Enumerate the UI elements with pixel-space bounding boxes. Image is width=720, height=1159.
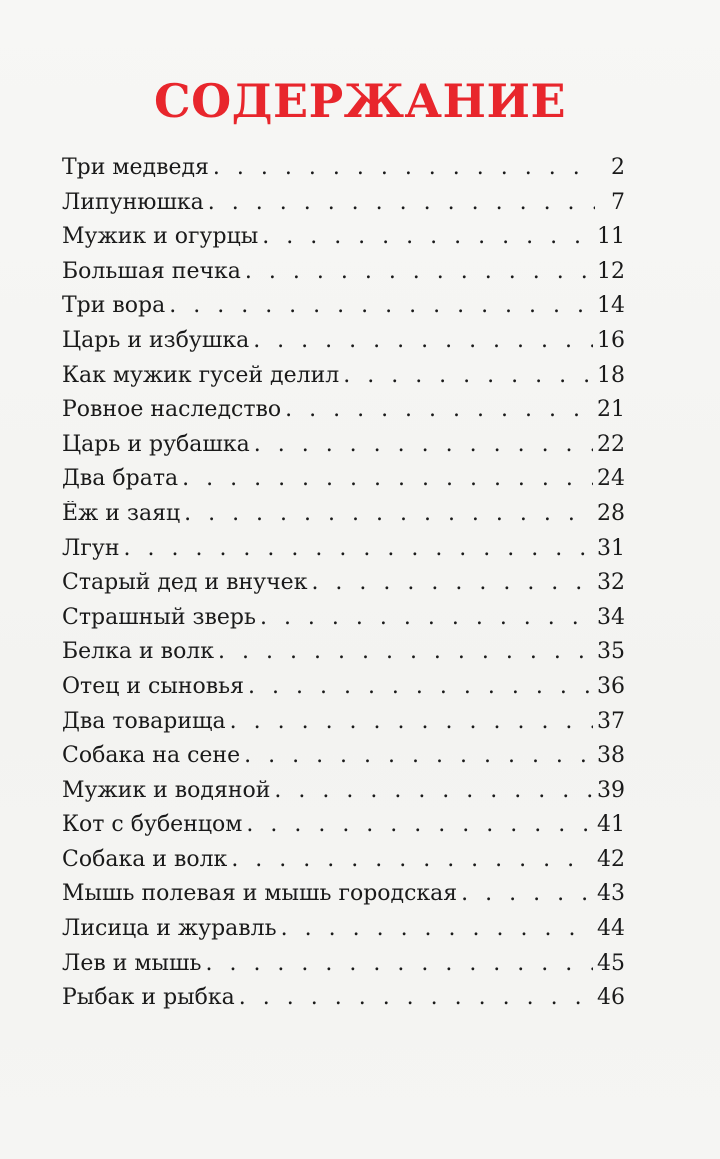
toc-entry-page-number: 11: [597, 224, 625, 250]
toc-entry-title: Царь и избушка: [62, 327, 250, 353]
toc-dot-leader: [253, 328, 593, 353]
toc-dot-leader: [213, 155, 595, 180]
toc-entry-page-number: 38: [597, 743, 625, 769]
toc-entry-title: Два брата: [62, 466, 179, 492]
toc-dot-leader: [461, 881, 593, 906]
toc-entry-page-number: 42: [597, 846, 625, 872]
toc-entry-title: Кот с бубенцом: [62, 812, 243, 838]
toc-entry: [62, 605, 625, 640]
toc-entry: [62, 328, 625, 363]
toc-entry-title: Белка и волк: [62, 639, 215, 665]
toc-entry: [62, 397, 625, 432]
toc-entry-page-number: 12: [597, 258, 625, 284]
toc-dot-leader: [311, 570, 593, 595]
toc-entry: [62, 847, 625, 882]
toc-entry-page-number: 21: [597, 397, 625, 423]
toc-entry-page-number: 22: [597, 431, 625, 457]
toc-entry: [62, 190, 625, 225]
toc-entry: [62, 639, 625, 674]
toc-entry-page-number: 35: [597, 639, 625, 665]
toc-entry: [62, 674, 625, 709]
toc-entry-page-number: 24: [597, 466, 625, 492]
toc-dot-leader: [218, 639, 593, 664]
toc-entry-title: Большая печка: [62, 258, 241, 284]
toc-entry-page-number: 46: [597, 985, 625, 1011]
toc-dot-leader: [285, 397, 593, 422]
toc-entry: [62, 916, 625, 951]
toc-entry-title: Мышь полевая и мышь городская: [62, 881, 458, 907]
toc-entry: [62, 536, 625, 571]
toc-entry-page-number: 37: [597, 708, 625, 734]
toc-dot-leader: [169, 293, 593, 318]
toc-entry: [62, 881, 625, 916]
toc-entry-page-number: 14: [597, 293, 625, 319]
toc-dot-leader: [184, 501, 593, 526]
toc-entry-page-number: 41: [597, 812, 625, 838]
toc-entry: [62, 570, 625, 605]
toc-entry-page-number: 31: [597, 535, 625, 561]
toc-entry: [62, 363, 625, 398]
toc-entry-title: Ёж и заяц: [62, 500, 181, 526]
toc-dot-leader: [230, 709, 593, 734]
page-title: СОДЕРЖАНИЕ: [153, 74, 567, 128]
toc-entry: [62, 709, 625, 744]
toc-entry: [62, 432, 625, 467]
toc-entry-title: Старый дед и внучек: [62, 570, 308, 596]
toc-dot-leader: [205, 951, 593, 976]
toc-dot-leader: [244, 743, 593, 768]
toc-entry-title: Страшный зверь: [62, 604, 256, 630]
toc-entry: [62, 985, 625, 1020]
toc-entry-page-number: 44: [597, 916, 625, 942]
toc-dot-leader: [246, 812, 593, 837]
toc-entry-page-number: 2: [611, 155, 625, 180]
toc-entry: [62, 466, 625, 501]
toc-dot-leader: [239, 985, 593, 1010]
toc-entry-page-number: 36: [597, 673, 625, 699]
toc-entry-page-number: 34: [597, 604, 625, 630]
toc-entry-title: Рыбак и рыбка: [62, 985, 235, 1011]
toc-entry-title: Отец и сыновья: [62, 673, 245, 699]
toc-entry: [62, 951, 625, 986]
toc-dot-leader: [274, 778, 593, 803]
toc-entry-title: Три вора: [62, 293, 166, 319]
toc-entry: [62, 812, 625, 847]
toc-entry: [62, 743, 625, 778]
toc-entry-page-number: 45: [597, 950, 625, 976]
toc-entry: [62, 155, 625, 190]
toc-entry-page-number: 16: [597, 327, 625, 353]
toc-entry-page-number: 39: [597, 777, 625, 803]
toc-dot-leader: [208, 190, 595, 215]
toc-entry-title: Лев и мышь: [62, 950, 202, 976]
toc-entry: [62, 293, 625, 328]
toc-entry-page-number: 32: [597, 570, 625, 596]
toc-entry: [62, 259, 625, 294]
toc-entry-page-number: 18: [597, 362, 625, 388]
toc-entry-title: Два товарища: [62, 708, 226, 734]
toc-entry: [62, 778, 625, 813]
toc-entry-page-number: 43: [597, 881, 625, 907]
toc-dot-leader: [281, 916, 593, 941]
toc-dot-leader: [343, 363, 593, 388]
toc-dot-leader: [245, 259, 593, 284]
toc-entry-page-number: 28: [597, 500, 625, 526]
toc-entry-title: Ровное наследство: [62, 397, 282, 423]
toc-entry-title: Мужик и огурцы: [62, 224, 259, 250]
toc-entry-title: Царь и рубашка: [62, 431, 250, 457]
toc-entry-title: Лисица и журавль: [62, 916, 277, 942]
toc-entry-title: Липунюшка: [62, 189, 204, 215]
toc-entry-page-number: 7: [611, 189, 625, 215]
toc-entry: [62, 224, 625, 259]
toc-entry-title: Три медведя: [62, 155, 209, 180]
toc-dot-leader: [182, 466, 593, 491]
toc-entry-title: Собака на сене: [62, 743, 241, 769]
toc-dot-leader: [254, 432, 593, 457]
toc-dot-leader: [260, 605, 593, 630]
toc-dot-leader: [262, 224, 593, 249]
table-of-contents: [62, 155, 625, 1020]
toc-dot-leader: [248, 674, 593, 699]
toc-entry: [62, 501, 625, 536]
toc-entry-title: Как мужик гусей делил: [62, 362, 340, 388]
toc-dot-leader: [231, 847, 593, 872]
toc-dot-leader: [124, 536, 594, 561]
toc-entry-title: Собака и волк: [62, 846, 228, 872]
toc-entry-title: Лгун: [62, 535, 120, 561]
toc-entry-title: Мужик и водяной: [62, 777, 271, 803]
